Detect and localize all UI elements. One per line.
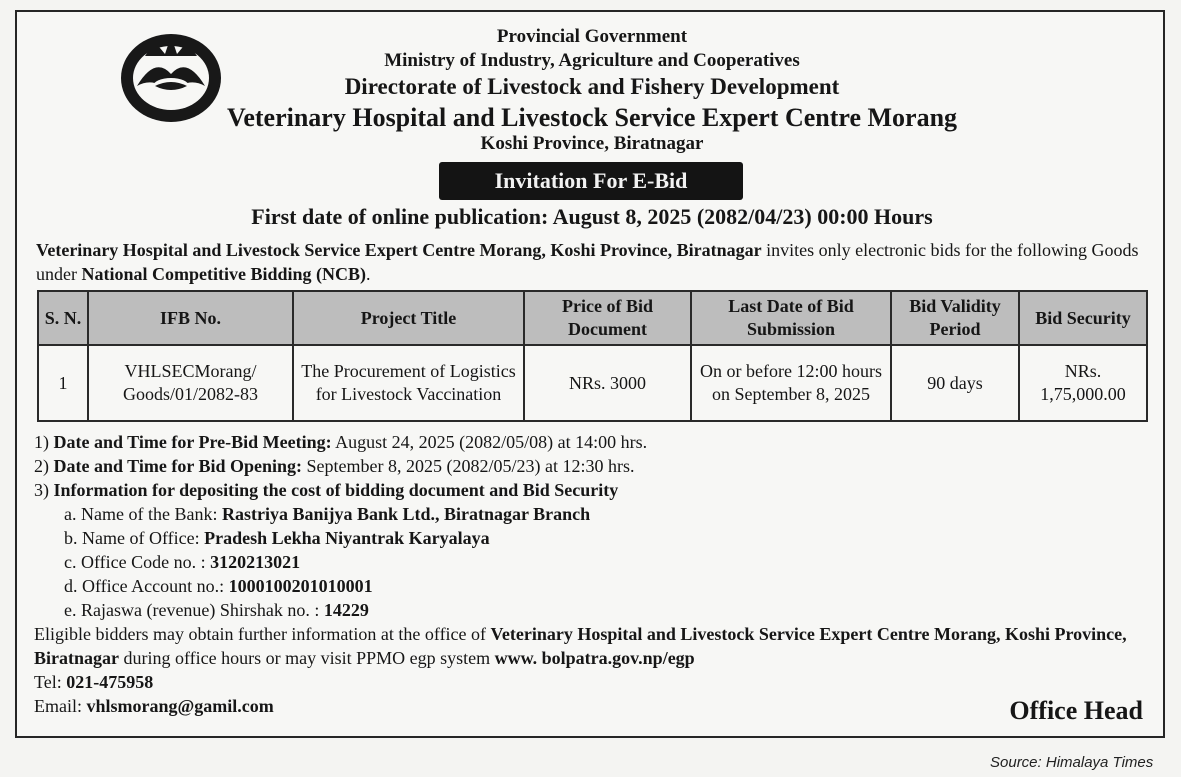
- note-label: Information for depositing the cost of bidding document and Bid Security: [53, 480, 619, 500]
- note-label: e. Rajaswa (revenue) Shirshak no. :: [64, 600, 324, 620]
- cell-price: NRs. 3000: [524, 345, 691, 421]
- eligible-text-2: during office hours or may visit PPMO egp system: [119, 648, 495, 668]
- bolpatra-link[interactable]: www. bolpatra.gov.np/egp: [494, 648, 695, 668]
- note-value: September 8, 2025 (2082/05/23) at 12:30 hrs.: [302, 456, 635, 476]
- note-revenue: [34, 598, 1154, 622]
- note-label: d. Office Account no.:: [64, 576, 229, 596]
- col-title: Project Title: [293, 291, 524, 345]
- notes-section: [34, 430, 1154, 718]
- note-deposit-info: [34, 478, 1154, 502]
- tel-label: Tel:: [34, 672, 67, 692]
- note-label: b. Name of Office:: [64, 528, 205, 548]
- email-value[interactable]: vhlsmorang@gamil.com: [86, 696, 274, 716]
- intro-paragraph: [36, 238, 1151, 286]
- note-label: a. Name of the Bank:: [64, 504, 222, 524]
- note-office: [34, 526, 1154, 550]
- note-bid-opening: [34, 454, 1154, 478]
- bid-table: [37, 290, 1148, 422]
- eligible-org: Veterinary Hospital and Livestock Service Expert Centre Morang, Koshi Province, Biratnagar: [34, 624, 1127, 668]
- header-directorate: Directorate of Livestock and Fishery Development: [344, 74, 840, 99]
- col-ifb: IFB No.: [88, 291, 293, 345]
- note-value: August 24, 2025 (2082/05/08) at 14:00 hrs.: [331, 432, 648, 452]
- note-account: [34, 574, 1154, 598]
- note-value: 14229: [323, 600, 369, 620]
- note-value: 1000100201010001: [228, 576, 373, 596]
- note-value: Rastriya Banijya Bank Ltd., Biratnagar Branch: [221, 504, 591, 524]
- cell-ifb: VHLSECMorang/ Goods/01/2082-83: [88, 345, 293, 421]
- intro-text: invites only electronic bids for the following Goods under: [36, 240, 1139, 284]
- note-value: Pradesh Lekha Niyantrak Karyalaya: [204, 528, 490, 548]
- notice-frame: [15, 10, 1165, 738]
- cell-sn: 1: [38, 345, 88, 421]
- table-header-row: [38, 291, 1147, 345]
- publication-date: First date of online publication: August 8, 2025 (2082/04/23) 00:00 Hours: [251, 204, 933, 229]
- table-row: [38, 345, 1147, 421]
- header-ministry: Ministry of Industry, Agriculture and Cooperatives: [384, 50, 800, 71]
- col-validity: Bid Validity Period: [891, 291, 1019, 345]
- note-pre-bid: [34, 430, 1154, 454]
- cell-validity: 90 days: [891, 345, 1019, 421]
- intro-end: .: [366, 264, 371, 284]
- col-security: Bid Security: [1019, 291, 1147, 345]
- cell-title: The Procurement of Logistics for Livestock Vaccination: [293, 345, 524, 421]
- cell-last-date: On or before 12:00 hours on September 8, 2025: [691, 345, 891, 421]
- email: [34, 694, 1154, 718]
- tel-value: 021-475958: [66, 672, 154, 692]
- office-head-signature: Office Head: [1009, 696, 1143, 725]
- note-bank: [34, 502, 1154, 526]
- header-provincial-government: Provincial Government: [496, 26, 688, 47]
- note-label: c. Office Code no. :: [64, 552, 211, 572]
- source-credit: Source: Himalaya Times: [990, 754, 1154, 771]
- note-label: Date and Time for Bid Opening:: [53, 456, 303, 476]
- note-number: 2): [34, 456, 49, 476]
- col-price: Price of Bid Document: [524, 291, 691, 345]
- note-value: 3120213021: [210, 552, 301, 572]
- telephone: [34, 670, 1154, 694]
- cell-security: NRs. 1,75,000.00: [1019, 345, 1147, 421]
- email-label: Email:: [34, 696, 87, 716]
- note-office-code: [34, 550, 1154, 574]
- header-location: Koshi Province, Biratnagar: [480, 133, 704, 154]
- eligible-paragraph: [34, 622, 1154, 670]
- col-sn: S. N.: [38, 291, 88, 345]
- header-hospital: Veterinary Hospital and Livestock Service Expert Centre Morang: [226, 103, 958, 132]
- note-number: 1): [34, 432, 49, 452]
- intro-org: Veterinary Hospital and Livestock Service Expert Centre Morang, Koshi Province, Biratnagar: [36, 240, 762, 260]
- note-label: Date and Time for Pre-Bid Meeting:: [53, 432, 332, 452]
- intro-ncb: National Competitive Bidding (NCB): [81, 264, 366, 284]
- eligible-text: Eligible bidders may obtain further information at the office of: [34, 624, 491, 644]
- invitation-banner: Invitation For E-Bid: [439, 162, 743, 200]
- col-last-date: Last Date of Bid Submission: [691, 291, 891, 345]
- note-number: 3): [34, 480, 49, 500]
